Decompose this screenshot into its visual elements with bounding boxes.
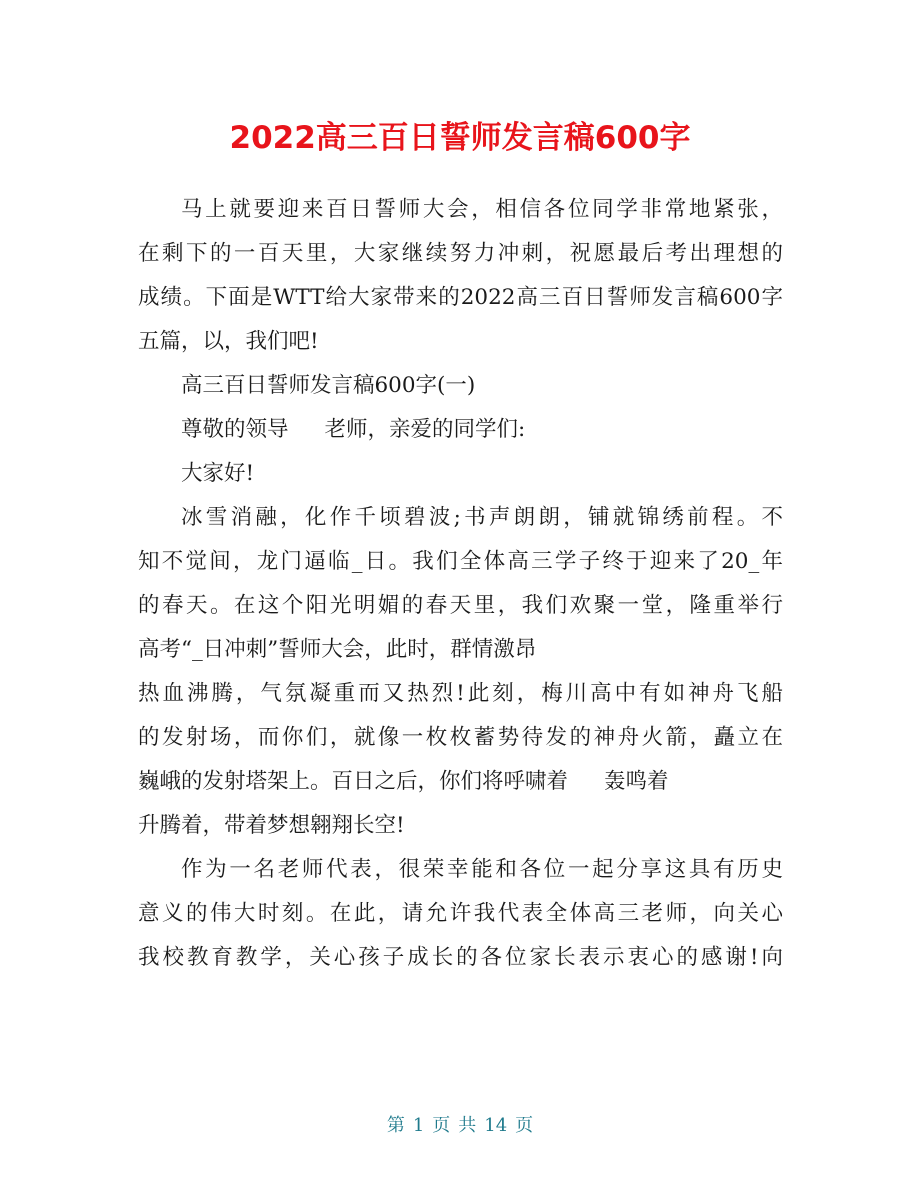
text-line: 热血沸腾，气氛凝重而又热烈!此刻，梅川高中有如神舟飞船 bbox=[138, 681, 783, 706]
text-line bbox=[138, 760, 783, 804]
document-body bbox=[138, 188, 783, 980]
text-line: 的春天。在这个阳光明媚的春天里，我们欢聚一堂，隆重举行 bbox=[138, 593, 783, 618]
footer-suffix: 页 bbox=[515, 1115, 534, 1136]
footer-total-pages: 14 bbox=[484, 1115, 508, 1136]
footer-page-word: 页 bbox=[432, 1115, 451, 1136]
footer-current-page: 1 bbox=[412, 1115, 425, 1136]
text-line: 成绩。下面是WTT给大家带来的2022高三百日誓师发言稿600字 bbox=[138, 285, 783, 310]
text-line: 在剩下的一百天里，大家继续努力冲刺，祝愿最后考出理想的 bbox=[138, 241, 783, 266]
text-line: 的发射场，而你们，就像一枚枚蓄势待发的神舟火箭，矗立在 bbox=[138, 725, 783, 750]
salutation-part: 尊敬的领导 bbox=[181, 417, 289, 442]
text-line: 知不觉间，龙门逼临_日。我们全体高三学子终于迎来了20_年 bbox=[138, 549, 783, 574]
text-line: 五篇，以，我们吧! bbox=[138, 329, 319, 354]
text-line: 马上就要迎来百日誓师大会，相信各位同学非常地紧张， bbox=[181, 197, 783, 222]
footer-total-prefix: 共 bbox=[458, 1115, 477, 1136]
text-part: 轰鸣着 bbox=[604, 769, 669, 794]
document-title: 2022高三百日誓师发言稿600字 bbox=[229, 120, 691, 156]
text-line: 高考“_日冲刺”誓师大会，此时，群情激昂 bbox=[138, 637, 537, 662]
page-footer bbox=[0, 1112, 920, 1140]
greeting-line: 大家好! bbox=[181, 461, 255, 486]
text-line: 升腾着，带着梦想翱翔长空! bbox=[138, 813, 405, 838]
text-line: 意义的伟大时刻。在此，请允许我代表全体高三老师，向关心 bbox=[138, 901, 783, 926]
text-line: 我校教育教学，关心孩子成长的各位家长表示衷心的感谢!向 bbox=[138, 945, 783, 970]
footer-prefix: 第 bbox=[386, 1115, 405, 1136]
salutation-line bbox=[138, 408, 783, 452]
salutation-part: 老师，亲爱的同学们: bbox=[324, 417, 526, 442]
section-heading: 高三百日誓师发言稿600字(一) bbox=[181, 373, 476, 398]
text-line: 冰雪消融，化作千顷碧波;书声朗朗，铺就锦绣前程。不 bbox=[181, 505, 783, 530]
text-line: 作为一名老师代表，很荣幸能和各位一起分享这具有历史 bbox=[181, 857, 783, 882]
text-part: 巍峨的发射塔架上。百日之后，你们将呼啸着 bbox=[138, 769, 569, 794]
